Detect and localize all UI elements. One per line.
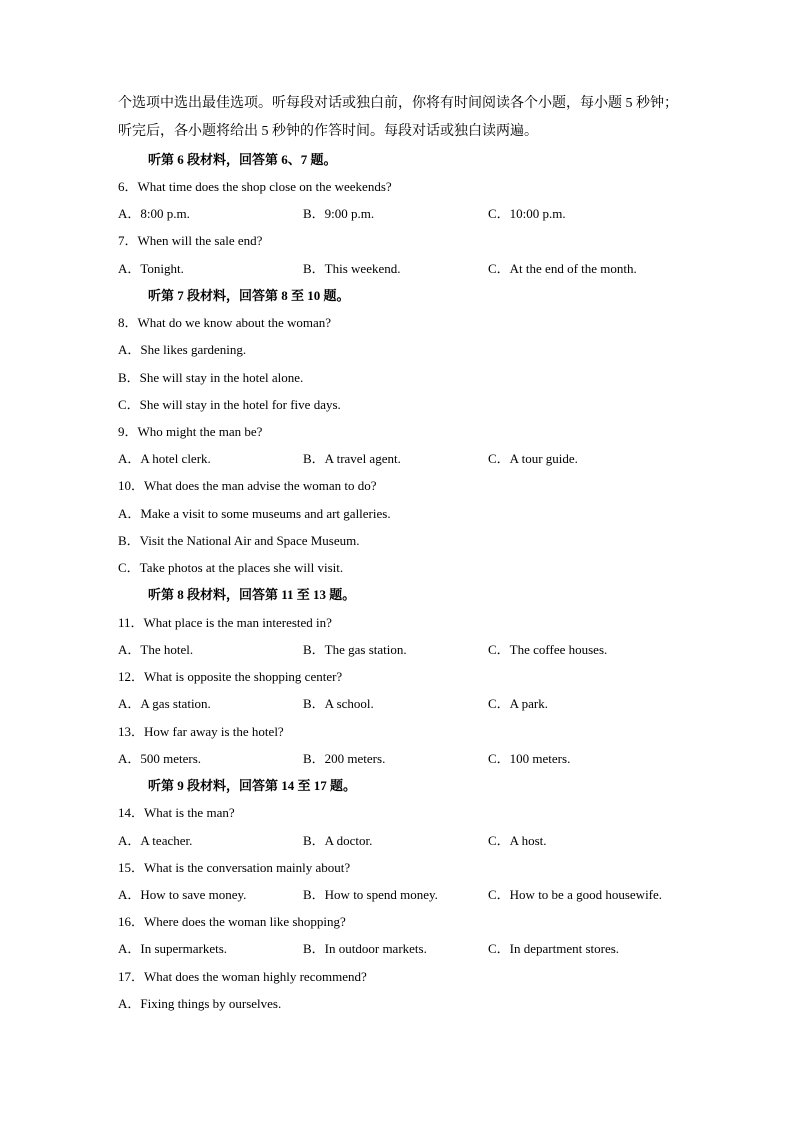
question-14: 14．What is the man? (118, 805, 235, 820)
option-9-a: A．A hotel clerk. (118, 451, 211, 466)
option-7-b: B．This weekend. (303, 261, 401, 276)
options-row-9 (118, 451, 718, 467)
options-row-6 (118, 206, 718, 222)
option-15-a: A．How to save money. (118, 887, 247, 902)
option-10-a: A．Make a visit to some museums and art galleries. (118, 506, 391, 521)
option-6-b: B．9:00 p.m. (303, 206, 375, 221)
option-13-b: B．200 meters. (303, 751, 386, 766)
question-13: 13．How far away is the hotel? (118, 724, 284, 739)
question-10: 10．What does the man advise the woman to do? (118, 478, 377, 493)
options-row-7 (118, 261, 718, 277)
option-14-b: B．A doctor. (303, 833, 373, 848)
option-11-b: B．The gas station. (303, 642, 407, 657)
options-row-14 (118, 833, 718, 849)
option-15-b: B．How to spend money. (303, 887, 438, 902)
option-12-b: B．A school. (303, 696, 374, 711)
options-row-12 (118, 696, 718, 712)
question-9: 9．Who might the man be? (118, 424, 263, 439)
option-14-c: C．A host. (488, 833, 547, 848)
option-16-c: C．In department stores. (488, 941, 620, 956)
option-12-c: C．A park. (488, 696, 548, 711)
question-6: 6．What time does the shop close on the weekends? (118, 179, 392, 194)
question-7: 7．When will the sale end? (118, 233, 263, 248)
option-13-c: C．100 meters. (488, 751, 571, 766)
question-17: 17．What does the woman highly recommend? (118, 969, 367, 984)
option-6-c: C．10:00 p.m. (488, 206, 566, 221)
question-8: 8．What do we know about the woman? (118, 315, 332, 330)
option-7-c: C．At the end of the month. (488, 261, 637, 276)
option-10-c: C．Take photos at the places she will visit. (118, 560, 344, 575)
intro-line-2: 听完后，各小题将给出 5 秒钟的作答时间。每段对话或独白读两遍。 (118, 124, 538, 139)
question-16: 16．Where does the woman like shopping? (118, 914, 346, 929)
option-16-b: B．In outdoor markets. (303, 941, 427, 956)
section-heading-6: 听第 6 段材料，回答第 6、7 题。 (148, 152, 337, 167)
options-row-13 (118, 751, 718, 767)
options-row-16 (118, 941, 718, 957)
option-10-b: B．Visit the National Air and Space Museum. (118, 533, 360, 548)
option-16-a: A．In supermarkets. (118, 941, 228, 956)
option-12-a: A．A gas station. (118, 696, 211, 711)
option-7-a: A．Tonight. (118, 261, 184, 276)
question-12: 12．What is opposite the shopping center? (118, 669, 343, 684)
option-6-a: A．8:00 p.m. (118, 206, 190, 221)
option-8-c: C．She will stay in the hotel for five days. (118, 397, 341, 412)
option-8-b: B．She will stay in the hotel alone. (118, 370, 304, 385)
option-17-a: A．Fixing things by ourselves. (118, 996, 282, 1011)
options-row-15 (118, 887, 718, 903)
option-9-b: B．A travel agent. (303, 451, 401, 466)
section-heading-8: 听第 8 段材料，回答第 11 至 13 题。 (148, 587, 356, 602)
question-15: 15．What is the conversation mainly about? (118, 860, 351, 875)
option-8-a: A．She likes gardening. (118, 342, 247, 357)
option-9-c: C．A tour guide. (488, 451, 578, 466)
option-11-a: A．The hotel. (118, 642, 194, 657)
option-15-c: C．How to be a good housewife. (488, 887, 663, 902)
section-heading-9: 听第 9 段材料，回答第 14 至 17 题。 (148, 778, 357, 793)
question-11: 11．What place is the man interested in? (118, 615, 332, 630)
intro-line-1: 个选项中选出最佳选项。听每段对话或独白前，你将有时间阅读各个小题，每小题 5 秒钟； (118, 96, 678, 111)
option-13-a: A．500 meters. (118, 751, 202, 766)
section-heading-7: 听第 7 段材料，回答第 8 至 10 题。 (148, 288, 350, 303)
option-11-c: C．The coffee houses. (488, 642, 608, 657)
option-14-a: A．A teacher. (118, 833, 193, 848)
options-row-11 (118, 642, 718, 658)
